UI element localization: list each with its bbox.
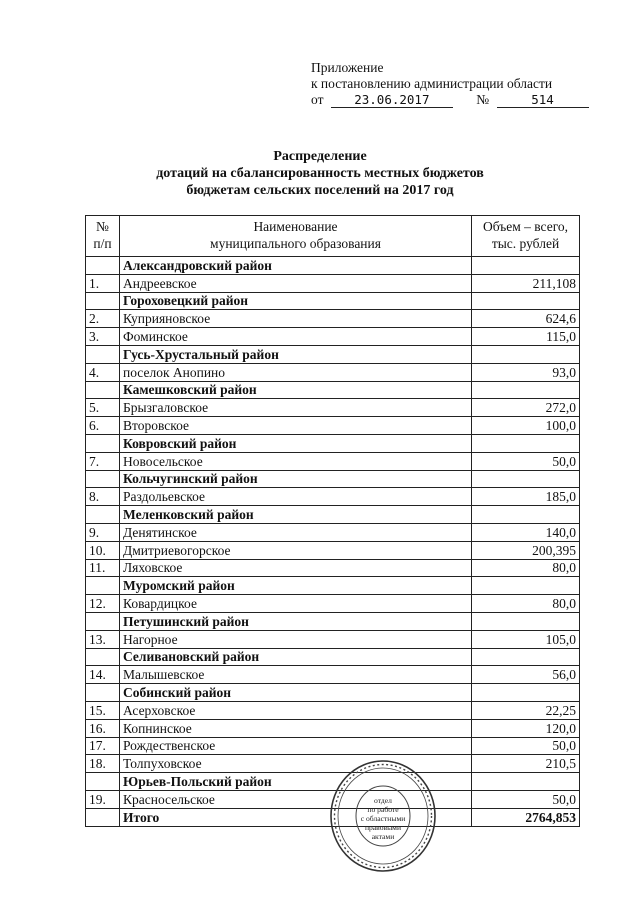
settlement-name: поселок Анопино: [120, 363, 472, 381]
row-number: 18.: [86, 755, 120, 773]
settlement-name: Толпуховское: [120, 755, 472, 773]
col-header-name: [120, 216, 472, 257]
settlement-name: Андреевское: [120, 274, 472, 292]
row-number: 19.: [86, 790, 120, 808]
stamp-line-5: актами: [371, 832, 395, 841]
amount-value: 80,0: [472, 595, 580, 613]
row-number: 8.: [86, 488, 120, 506]
row-number: 12.: [86, 595, 120, 613]
amount-value: [472, 345, 580, 363]
amount-value: [472, 684, 580, 702]
stamp-line-3: с областными: [360, 814, 406, 823]
row-number: [86, 684, 120, 702]
row-number: 10.: [86, 541, 120, 559]
district-row: [86, 434, 580, 452]
district-name: Гороховецкий район: [120, 292, 472, 310]
amount-value: 93,0: [472, 363, 580, 381]
amount-value: 50,0: [472, 790, 580, 808]
row-number: 3.: [86, 328, 120, 346]
row-number: 7.: [86, 452, 120, 470]
amount-value: [472, 470, 580, 488]
settlement-name: Нагорное: [120, 630, 472, 648]
row-number: [86, 345, 120, 363]
district-row: [86, 684, 580, 702]
row-number: 9.: [86, 523, 120, 541]
table-row: [86, 666, 580, 684]
row-number: 4.: [86, 363, 120, 381]
settlement-name: Брызгаловское: [120, 399, 472, 417]
settlement-name: Малышевское: [120, 666, 472, 684]
district-name: Гусь-Хрустальный район: [120, 345, 472, 363]
table-row: [86, 452, 580, 470]
district-name: Ковровский район: [120, 434, 472, 452]
settlement-name: Ляховское: [120, 559, 472, 577]
district-row: [86, 577, 580, 595]
table-header-row: [86, 216, 580, 257]
row-number: [86, 434, 120, 452]
district-name: Камешковский район: [120, 381, 472, 399]
table-row: [86, 595, 580, 613]
table-row: [86, 701, 580, 719]
row-number: [86, 612, 120, 630]
amount-value: 210,5: [472, 755, 580, 773]
amount-value: 624,6: [472, 310, 580, 328]
district-name: Муромский район: [120, 577, 472, 595]
district-row: [86, 612, 580, 630]
amount-value: 211,108: [472, 274, 580, 292]
row-number: 14.: [86, 666, 120, 684]
row-number: 5.: [86, 399, 120, 417]
amount-value: 185,0: [472, 488, 580, 506]
amount-value: 50,0: [472, 452, 580, 470]
row-number: [86, 648, 120, 666]
distribution-table: [85, 215, 580, 827]
settlement-name: Асерховское: [120, 701, 472, 719]
amount-value: 115,0: [472, 328, 580, 346]
date-prefix: от: [311, 92, 324, 107]
settlement-name: Копнинское: [120, 719, 472, 737]
settlement-name: Денятинское: [120, 523, 472, 541]
row-number: 16.: [86, 719, 120, 737]
settlement-name: Ковардицкое: [120, 595, 472, 613]
table-row: [86, 417, 580, 435]
total-value: 2764,853: [472, 808, 580, 826]
district-row: [86, 506, 580, 524]
col-header-name-l2: муниципального образования: [210, 236, 381, 251]
document-header: [311, 60, 581, 108]
col-header-amount: [472, 216, 580, 257]
row-number: [86, 257, 120, 275]
table-row: [86, 630, 580, 648]
stamp-graphic: [328, 758, 438, 874]
amount-value: [472, 434, 580, 452]
row-number: [86, 292, 120, 310]
document-title: [0, 148, 640, 199]
row-number: [86, 470, 120, 488]
stamp-line-1: отдел: [374, 796, 392, 805]
amount-value: [472, 506, 580, 524]
amount-value: [472, 257, 580, 275]
district-name: Петушинский район: [120, 612, 472, 630]
row-number: 13.: [86, 630, 120, 648]
table-row: [86, 310, 580, 328]
col-header-number-l1: №: [96, 219, 109, 234]
table-row: [86, 363, 580, 381]
settlement-name: Куприяновское: [120, 310, 472, 328]
col-header-number: [86, 216, 120, 257]
district-name: Селивановский район: [120, 648, 472, 666]
title-line-3: бюджетам сельских поселений на 2017 год: [186, 183, 454, 198]
date-number-line: [311, 92, 581, 108]
district-row: [86, 470, 580, 488]
row-number: 17.: [86, 737, 120, 755]
row-number: [86, 773, 120, 791]
table-row: [86, 488, 580, 506]
appendix-label: Приложение: [311, 60, 384, 75]
row-number: 15.: [86, 701, 120, 719]
amount-value: [472, 381, 580, 399]
district-name: Юрьев-Польский район: [120, 773, 472, 791]
amount-value: 50,0: [472, 737, 580, 755]
resolution-number: 514: [497, 93, 589, 108]
amount-value: [472, 773, 580, 791]
row-number: 1.: [86, 274, 120, 292]
row-number: 11.: [86, 559, 120, 577]
row-number: [86, 506, 120, 524]
table-body: [86, 257, 580, 809]
table-row: [86, 328, 580, 346]
amount-value: 272,0: [472, 399, 580, 417]
table-row: [86, 719, 580, 737]
district-name: Александровский район: [120, 257, 472, 275]
col-header-amount-l2: тыс. рублей: [491, 236, 560, 251]
district-name: Кольчугинский район: [120, 470, 472, 488]
amount-value: 100,0: [472, 417, 580, 435]
amount-value: [472, 648, 580, 666]
col-header-number-l2: п/п: [93, 236, 112, 251]
settlement-name: Рождественское: [120, 737, 472, 755]
amount-value: [472, 577, 580, 595]
amount-value: 105,0: [472, 630, 580, 648]
district-name: Собинский район: [120, 684, 472, 702]
table-row: [86, 399, 580, 417]
settlement-name: Дмитриевогорское: [120, 541, 472, 559]
amount-value: 22,25: [472, 701, 580, 719]
amount-value: 56,0: [472, 666, 580, 684]
table-row: [86, 737, 580, 755]
settlement-name: Новосельское: [120, 452, 472, 470]
resolution-date: 23.06.2017: [331, 93, 453, 108]
district-row: [86, 345, 580, 363]
amount-value: [472, 612, 580, 630]
district-row: [86, 257, 580, 275]
total-label: Итого: [120, 808, 472, 826]
amount-value: 80,0: [472, 559, 580, 577]
amount-value: 140,0: [472, 523, 580, 541]
official-stamp: [328, 758, 438, 874]
settlement-name: Второвское: [120, 417, 472, 435]
row-number: 6.: [86, 417, 120, 435]
number-label: №: [476, 92, 490, 107]
table-row: [86, 541, 580, 559]
district-name: Меленковский район: [120, 506, 472, 524]
col-header-amount-l1: Объем – всего,: [482, 219, 569, 234]
district-row: [86, 648, 580, 666]
table-row: [86, 523, 580, 541]
title-line-1: Распределение: [273, 149, 367, 164]
amount-value: 200,395: [472, 541, 580, 559]
total-num-cell: [86, 808, 120, 826]
district-row: [86, 381, 580, 399]
col-header-name-l1: Наименование: [253, 219, 338, 234]
row-number: [86, 577, 120, 595]
settlement-name: Фоминское: [120, 328, 472, 346]
stamp-line-4: правовыми: [364, 823, 402, 832]
settlement-name: Раздольевское: [120, 488, 472, 506]
row-number: [86, 381, 120, 399]
district-row: [86, 292, 580, 310]
row-number: 2.: [86, 310, 120, 328]
title-line-2: дотаций на сбалансированность местных бюджетов: [156, 166, 484, 181]
table-row: [86, 274, 580, 292]
amount-value: 120,0: [472, 719, 580, 737]
settlement-name: Красносельское: [120, 790, 472, 808]
stamp-line-2: по работе: [367, 805, 399, 814]
table-row: [86, 559, 580, 577]
resolution-reference: к постановлению администрации области: [311, 76, 553, 91]
amount-value: [472, 292, 580, 310]
